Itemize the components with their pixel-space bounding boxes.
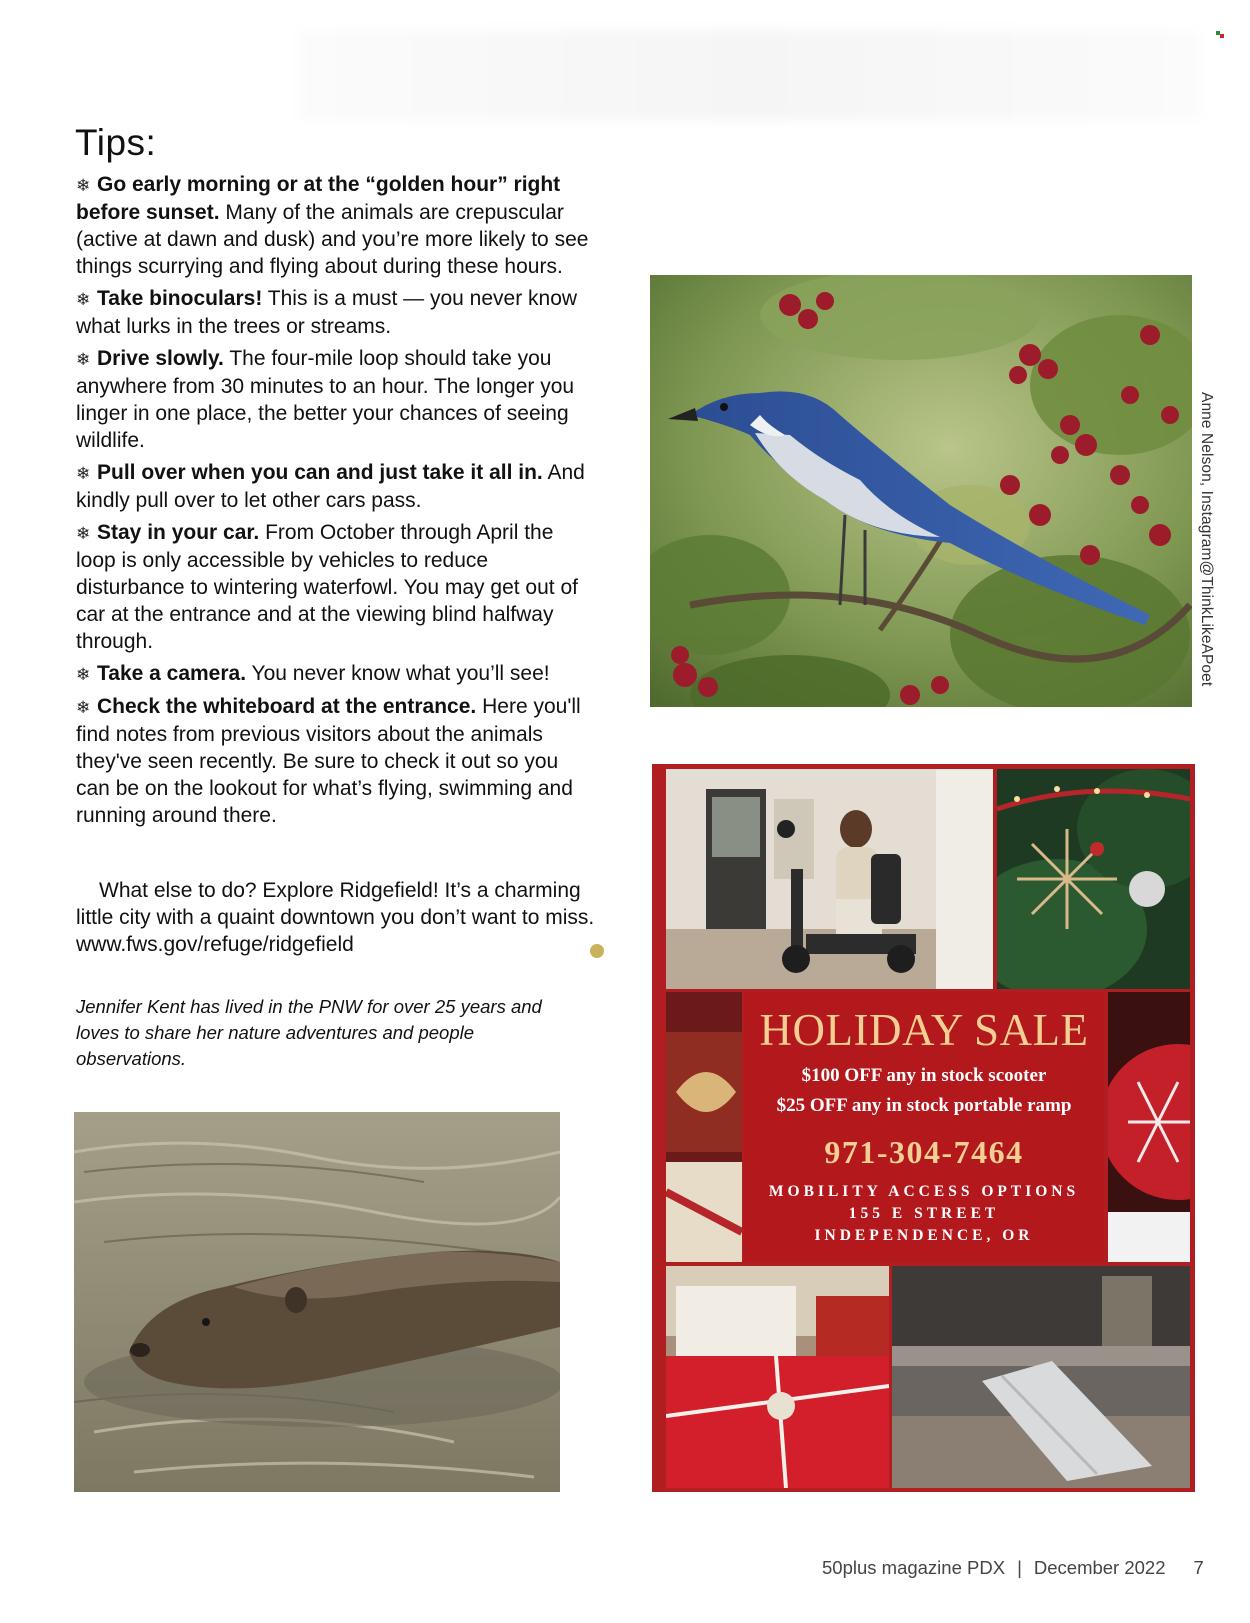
red-ornament-photo xyxy=(1108,992,1190,1262)
tip-bold-text: Take a camera. xyxy=(97,662,247,685)
author-bio: Jennifer Kent has lived in the PNW for over 25 years and loves to share her nature adventures and people observations. xyxy=(76,996,542,1069)
tip-bold-text: Check the whiteboard at the entrance. xyxy=(97,695,477,718)
ad-offer-ramp: $25 OFF any in stock portable ramp xyxy=(776,1095,1072,1116)
ad-street: 155 E STREET xyxy=(848,1205,1000,1222)
tip-text: The four-mile loop should take you anywhere from 30 minutes to an hour. The longer you linger in one place, the better your chances of seeing wildlife. xyxy=(76,347,575,452)
tip-bold-text: Pull over when you can and just take it all in. xyxy=(97,461,543,484)
tips-heading: Tips: xyxy=(75,122,157,163)
holiday-sale-ad[interactable] xyxy=(652,764,1195,1492)
scrub-jay-illustration xyxy=(650,275,1192,707)
tip-bold-text: Stay in your car. xyxy=(97,521,260,544)
snowflake-icon: ❄ xyxy=(76,176,91,195)
page-footer xyxy=(822,1557,1204,1579)
nutria-illustration xyxy=(74,1112,560,1492)
tip-stay-in-car xyxy=(76,519,596,655)
snowflake-icon: ❄ xyxy=(76,665,91,684)
tip-pull-over xyxy=(76,459,596,514)
wrapped-gifts-photo xyxy=(666,1266,889,1488)
tip-text: From October through April the loop is only accessible by vehicles to reduce disturbance to wintering waterfowl. You may get out of car at the entrance and at the viewing blind halfway through. xyxy=(76,521,578,653)
article-outro: What else to do? Explore Ridgefield! It’s a charming little city with a quaint downtown you don’t want to miss. www.fws.gov/refuge/ridgefield xyxy=(76,879,595,956)
scooter-photo xyxy=(666,769,993,989)
ad-phone-number[interactable]: 971-304-7464 xyxy=(824,1134,1024,1170)
tip-bold-text: Drive slowly. xyxy=(97,347,224,370)
snowflake-icon: ❄ xyxy=(76,350,91,369)
tip-binoculars xyxy=(76,285,596,340)
portable-ramp-photo xyxy=(892,1266,1190,1488)
tips-list xyxy=(76,171,596,834)
ad-title: HOLIDAY SALE xyxy=(759,1005,1089,1055)
christmas-tree-photo xyxy=(997,769,1190,989)
snowflake-icon: ❄ xyxy=(76,524,91,543)
nutria-swimming-photo xyxy=(74,1112,560,1492)
tip-bold-text: Go early morning or at the “golden hour” right before sunset. xyxy=(76,173,561,224)
tip-golden-hour xyxy=(76,171,596,280)
tip-text: This is a must — you never know what lurks in the trees or streams. xyxy=(76,287,578,338)
faded-header-background xyxy=(300,30,1200,120)
publication-name: 50plus magazine PDX xyxy=(822,1557,1006,1578)
issue-date: December 2022 xyxy=(1033,1557,1166,1578)
corner-mark-icon xyxy=(1216,31,1226,39)
page-number: 7 xyxy=(1193,1557,1204,1578)
photo-credit: Anne Nelson, Instagram@ThinkLikeAPoet xyxy=(1198,392,1215,687)
tip-text: And kindly pull over to let other cars pass. xyxy=(76,461,585,512)
ad-offer-scooter: $100 OFF any in stock scooter xyxy=(801,1065,1047,1086)
ad-business-name: MOBILITY ACCESS OPTIONS xyxy=(768,1183,1080,1200)
end-mark-dot-icon xyxy=(590,944,604,958)
tip-text: You never know what you’ll see! xyxy=(251,662,550,685)
tip-text: Here you'll find notes from previous visitors about the animals they've seen recently. Be sure to check it out so you can be on the lookout for what’s flying, swimming and running around there. xyxy=(76,695,581,827)
snowflake-icon: ❄ xyxy=(76,464,91,483)
tip-text: Many of the animals are crepuscular (active at dawn and dusk) and you’re more likely to see things scurrying and flying about during these hours. xyxy=(76,201,589,278)
tip-whiteboard xyxy=(76,693,596,829)
tip-camera xyxy=(76,660,596,688)
footer-separator: | xyxy=(1017,1557,1022,1578)
ad-city: INDEPENDENCE, OR xyxy=(814,1227,1034,1244)
snowflake-icon: ❄ xyxy=(76,698,91,717)
tip-bold-text: Take binoculars! xyxy=(97,287,263,310)
gift-bow-photo xyxy=(666,992,742,1262)
tip-drive-slowly xyxy=(76,345,596,454)
ad-text-box xyxy=(744,992,1104,1262)
scrub-jay-photo xyxy=(650,275,1192,707)
snowflake-icon: ❄ xyxy=(76,290,91,309)
